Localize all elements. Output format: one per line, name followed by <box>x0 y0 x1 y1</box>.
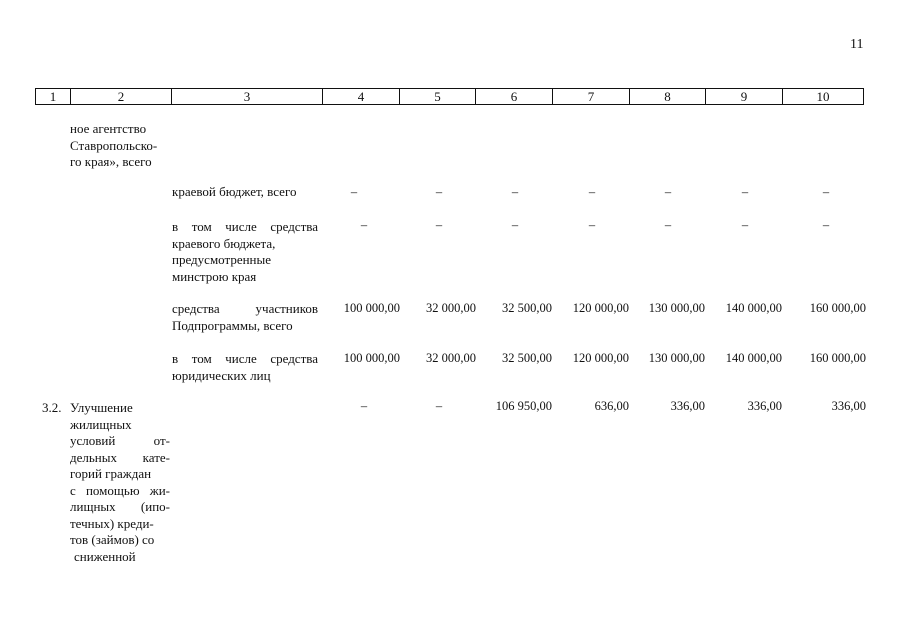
value-cell: 32 000,00 <box>426 351 476 365</box>
item-name-line: дельных кате- <box>70 449 170 465</box>
source-regional-budget: краевой бюджет, всего <box>172 184 297 199</box>
value-cell: – <box>664 185 672 199</box>
value-cell: 160 000,00 <box>809 351 866 365</box>
item-name <box>70 400 170 565</box>
value-cell: – <box>360 218 368 232</box>
source-participants <box>172 301 318 334</box>
value-cell: – <box>741 218 749 232</box>
item-name-line: лищных (ипо- <box>70 499 170 514</box>
item-name-line: с помощью жи- <box>70 482 170 498</box>
value-cell: 106 950,00 <box>495 399 552 413</box>
continued-program-name <box>70 121 157 171</box>
page-number: 11 <box>850 37 864 52</box>
value-cell: – <box>435 399 443 413</box>
value-cell: 140 000,00 <box>725 301 782 315</box>
value-cell: 336,00 <box>831 399 866 413</box>
item-name-line: горий граждан <box>70 466 152 481</box>
header-cell-8: 8 <box>630 89 706 104</box>
header-cell-6: 6 <box>476 89 553 104</box>
value-cell: 130 000,00 <box>648 301 705 315</box>
value-cell: 160 000,00 <box>809 301 866 315</box>
value-cell: 32 000,00 <box>426 301 476 315</box>
header-cell-7: 7 <box>553 89 630 104</box>
name-line: Ставропольско- <box>70 137 158 153</box>
source-line: предусмотренные <box>172 252 272 267</box>
value-cell: – <box>588 218 596 232</box>
item-name-line: условий от- <box>70 433 170 448</box>
item-name-line: сниженной <box>74 548 136 564</box>
value-cell: – <box>360 399 368 413</box>
source-line: средства участников <box>172 301 318 316</box>
source-line: в том числе средства <box>172 351 318 366</box>
value-cell: 32 500,00 <box>502 301 552 315</box>
item-name-line: тов (займов) со <box>70 532 155 547</box>
header-cell-9: 9 <box>706 89 783 104</box>
header-cell-1: 1 <box>36 89 71 104</box>
item-name-line: жилищных <box>70 416 132 432</box>
source-line: краевого бюджета, <box>172 235 276 251</box>
source-line: минстрою края <box>172 268 257 284</box>
item-name-line: Улучшение <box>70 400 133 415</box>
source-line: Подпрограммы, всего <box>172 317 293 333</box>
value-cell: 100 000,00 <box>343 301 400 315</box>
value-cell: 140 000,00 <box>725 351 782 365</box>
value-cell: 336,00 <box>747 399 782 413</box>
value-cell: – <box>822 185 830 199</box>
value-cell: – <box>588 185 596 199</box>
source-line: юридических лиц <box>172 367 271 383</box>
header-cell-3: 3 <box>172 89 323 104</box>
value-cell: – <box>435 218 443 232</box>
value-cell: 130 000,00 <box>648 351 705 365</box>
value-cell: – <box>350 185 358 199</box>
name-line: ное агентство <box>70 121 147 136</box>
value-cell: – <box>741 185 749 199</box>
source-legal-entities <box>172 351 318 384</box>
header-cell-5: 5 <box>400 89 476 104</box>
value-cell: 32 500,00 <box>502 351 552 365</box>
value-cell: – <box>511 185 519 199</box>
value-cell: 636,00 <box>594 399 629 413</box>
value-cell: – <box>511 218 519 232</box>
header-cell-2: 2 <box>71 89 172 104</box>
value-cell: 100 000,00 <box>343 351 400 365</box>
header-cell-10: 10 <box>816 89 830 104</box>
value-cell: – <box>822 218 830 232</box>
name-line: го края», всего <box>70 154 152 169</box>
value-cell: – <box>664 218 672 232</box>
item-name-line: течных) креди- <box>70 515 154 531</box>
value-cell: 336,00 <box>670 399 705 413</box>
source-regional-budget-ministry <box>172 219 318 285</box>
source-line: в том числе средства <box>172 219 318 234</box>
value-cell: 120 000,00 <box>572 301 629 315</box>
header-cell-4: 4 <box>323 89 400 104</box>
table-header-row <box>35 88 864 105</box>
value-cell: – <box>435 185 443 199</box>
item-number: 3.2. <box>42 400 62 415</box>
value-cell: 120 000,00 <box>572 351 629 365</box>
